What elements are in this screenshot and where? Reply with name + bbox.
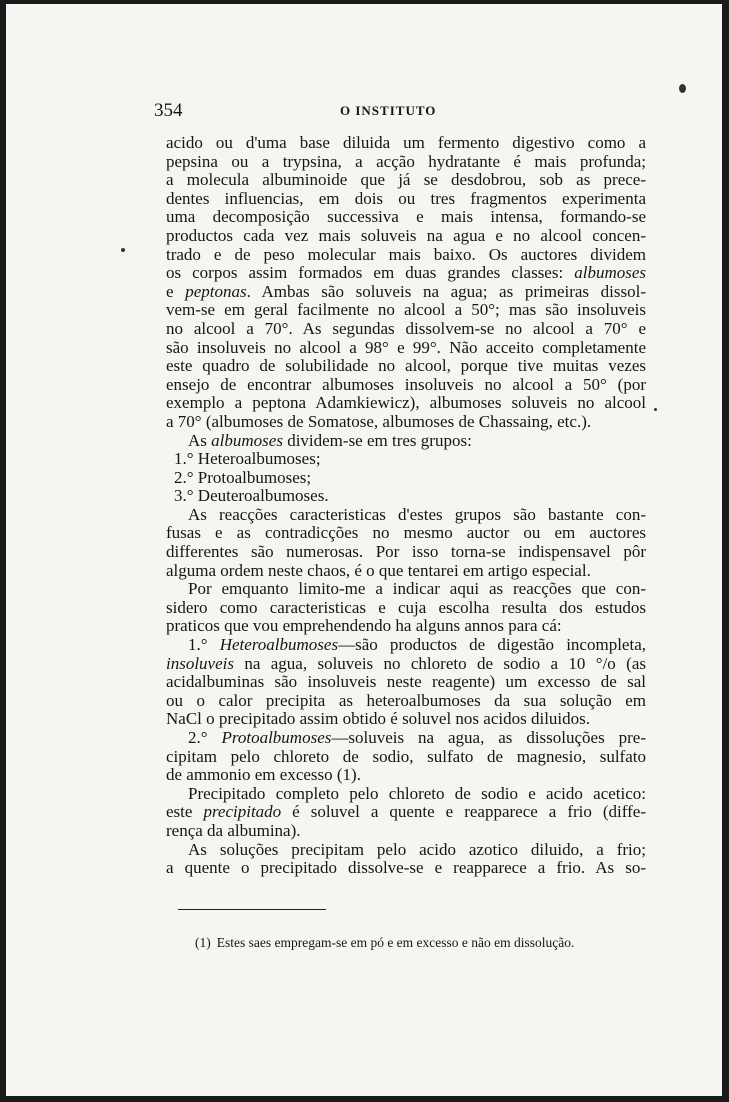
- text-run: acidalbuminas são insoluveis neste reagente) um excesso de sal: [166, 672, 646, 692]
- text-run: cipitam pelo chloreto de sodio, sulfato de magnesio, sulfato: [166, 746, 646, 766]
- italic-term: precipitado: [203, 802, 282, 822]
- text-run: trado e de peso molecular mais baixo. Os auctores dividem: [166, 244, 646, 264]
- text-run: no alcool a 70°. As segundas dissolvem-se no alcool a 70° e: [166, 318, 646, 338]
- text-line: [166, 580, 646, 599]
- italic-term: albumoses: [211, 430, 283, 450]
- text-line: [166, 283, 646, 302]
- text-line: [166, 413, 646, 432]
- text-line: [166, 766, 646, 785]
- text-run: praticos que vou emprehendendo ha alguns annos para cá:: [166, 616, 562, 636]
- text-run: As: [188, 430, 212, 450]
- text-run: Precipitado completo pelo chloreto de sodio e acido acetico:: [188, 783, 646, 803]
- print-speck: [121, 248, 125, 252]
- text-run: Por emquanto limito-me a indicar aqui as reacções que con-: [188, 579, 646, 599]
- text-run: exemplo a peptona Adamkiewicz), albumoses soluveis no alcool: [166, 393, 646, 413]
- text-line: [166, 785, 646, 804]
- text-run: são insoluveis no alcool a 98° e 99°. Não acceito completamente: [166, 337, 646, 357]
- text-line: [166, 710, 646, 729]
- italic-term: insoluveis: [166, 653, 234, 673]
- text-line: [166, 339, 646, 358]
- text-run: de ammonio em excesso (1).: [166, 765, 361, 785]
- text-line: [166, 394, 646, 413]
- text-run: 1.° Heteroalbumoses;: [174, 449, 321, 469]
- text-run: dividem-se em tres grupos:: [282, 430, 472, 450]
- text-run: —são productos de digestão incompleta,: [338, 635, 646, 655]
- text-run: na agua, soluveis no chloreto de sodio a 10 °/o (as: [234, 653, 646, 673]
- text-run: uma decomposição successiva e mais intensa, formando-se: [166, 207, 646, 227]
- text-line: [166, 617, 646, 636]
- text-run: a quente o precipitado dissolve-se e reapparece a frio. As so-: [166, 858, 646, 878]
- text-run: 2.°: [188, 728, 222, 747]
- text-run: dentes influencias, em dois ou tres fragmentos experimenta: [166, 188, 646, 208]
- text-run: alguma ordem neste chaos, é o que tentarei em artigo especial.: [166, 560, 591, 580]
- text-run: os corpos assim formados em duas grandes classes:: [166, 263, 575, 283]
- text-line: [166, 859, 646, 878]
- book-page: [6, 4, 722, 1096]
- text-line: [166, 822, 646, 841]
- italic-term: Heteroalbumoses: [219, 635, 339, 655]
- text-run: —soluveis na agua, as dissoluções pre-: [331, 728, 646, 747]
- text-run: productos cada vez mais soluveis na agua e no alcool concen-: [166, 225, 646, 245]
- text-run: a 70° (albumoses de Somatose, albumoses de Chassaing, etc.).: [166, 411, 592, 431]
- text-line: [166, 264, 646, 283]
- text-line: [166, 599, 646, 618]
- text-run: este: [166, 802, 204, 822]
- text-run: a molecula albuminoide que já se desdobrou, sob as prece-: [166, 170, 646, 190]
- running-head: O INSTITUTO: [340, 103, 437, 118]
- text-run: ensejo de encontrar albumoses insoluveis no alcool a 50° (por: [166, 374, 646, 394]
- text-run: NaCl o precipitado assim obtido é soluvel nos acidos diluidos.: [166, 709, 591, 729]
- footnote: [195, 935, 574, 951]
- text-line: [166, 357, 646, 376]
- text-line: [166, 450, 646, 469]
- text-line: [166, 636, 646, 655]
- text-line: [166, 506, 646, 525]
- text-run: é soluvel a quente e reapparece a frio (diffe-: [281, 802, 646, 822]
- text-run: As reacções caracteristicas d'estes grupos são bastante con-: [188, 504, 646, 524]
- text-line: [166, 376, 646, 395]
- italic-term: peptonas: [185, 281, 247, 301]
- text-line: [166, 673, 646, 692]
- text-line: [166, 562, 646, 581]
- print-speck: [654, 408, 657, 411]
- text-line: [166, 190, 646, 209]
- text-run: vem-se em geral facilmente no alcool a 50°; mas são insoluveis: [166, 300, 646, 320]
- text-line: [166, 227, 646, 246]
- text-run: pepsina ou a trypsina, a acção hydratante é mais profunda;: [166, 151, 646, 171]
- text-run: 2.° Protoalbumoses;: [174, 467, 312, 487]
- text-line: [166, 208, 646, 227]
- text-line: [166, 729, 646, 748]
- text-run: differentes são numerosas. Por isso torna-se indispensavel pôr: [166, 542, 646, 562]
- text-line: [166, 134, 646, 153]
- text-line: [166, 524, 646, 543]
- text-run: ou o calor precipita as heteroalbumoses da sua solução em: [166, 690, 646, 710]
- italic-term: albumoses: [574, 263, 646, 283]
- text-run: 3.° Deuteroalbumoses.: [174, 486, 329, 506]
- text-line: [166, 487, 646, 506]
- page-header: [6, 100, 722, 124]
- footnote-mark: (1): [195, 935, 211, 950]
- text-line: [166, 841, 646, 860]
- text-run: acido ou d'uma base diluida um fermento digestivo como a: [166, 133, 646, 152]
- text-run: rença da albumina).: [166, 820, 301, 840]
- text-line: [166, 748, 646, 767]
- text-line: [166, 171, 646, 190]
- text-line: [166, 246, 646, 265]
- text-line: [166, 301, 646, 320]
- print-speck: [679, 84, 686, 93]
- text-line: [166, 692, 646, 711]
- text-run: 1.°: [188, 635, 220, 655]
- text-line: [166, 655, 646, 674]
- text-run: . Ambas são soluveis na agua; as primeiras dissol-: [246, 281, 647, 301]
- text-run: e: [166, 281, 186, 301]
- italic-term: Protoalbumoses: [221, 728, 332, 747]
- text-run: As soluções precipitam pelo acido azotico diluido, a frio;: [188, 839, 646, 859]
- text-line: [166, 320, 646, 339]
- text-run: este quadro de solubilidade no alcool, porque tive muitas vezes: [166, 356, 646, 376]
- text-line: [166, 543, 646, 562]
- text-line: [166, 803, 646, 822]
- footnote-text: Estes saes empregam-se em pó e em excesso e não em dissolução.: [216, 935, 575, 950]
- page-number: 354: [154, 100, 183, 121]
- text-line: [166, 153, 646, 172]
- text-run: sidero como caracteristicas e cuja escolha resulta dos estudos: [166, 597, 646, 617]
- text-line: [166, 432, 646, 451]
- body-text: [166, 134, 646, 878]
- footnote-rule: [178, 909, 326, 910]
- text-line: [166, 469, 646, 488]
- text-run: fusas e as contradicções no mesmo auctor ou em auctores: [166, 523, 646, 543]
